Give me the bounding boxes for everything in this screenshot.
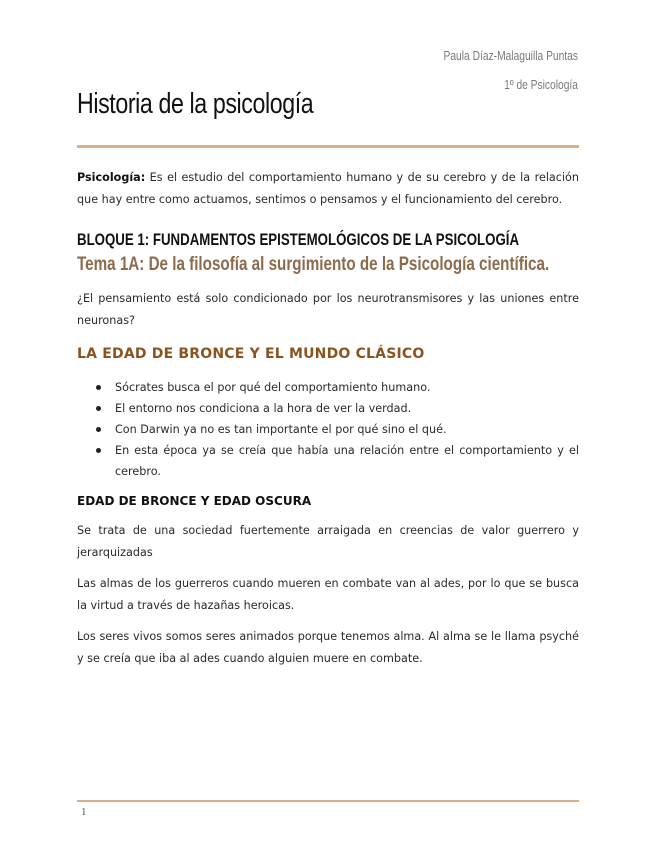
- footer-divider: [77, 800, 579, 802]
- title-divider: [77, 145, 579, 148]
- paragraph-1: Se trata de una sociedad fuertemente arraigada en creencias de valor guerrero y jerarquizadas: [77, 524, 579, 559]
- list-item: El entorno nos condiciona a la hora de ver la verdad.: [115, 398, 579, 419]
- definition-text: Es el estudio del comportamiento humano y de su cerebro y de la relación que hay entre como actuamos, sentimos o pensamos y el funcionamiento del cerebro.: [77, 171, 579, 206]
- question-paragraph: ¿El pensamiento está solo condicionado por los neurotransmisores y las uniones entre neuronas?: [77, 292, 579, 327]
- definition-paragraph: [77, 167, 579, 210]
- bullet-icon: [96, 448, 101, 453]
- list-item: Sócrates busca el por qué del comportamiento humano.: [115, 377, 579, 398]
- tema-heading: Tema 1A: De la filosofía al surgimiento de la Psicología científica.: [77, 253, 550, 275]
- sub-heading: EDAD DE BRONCE Y EDAD OSCURA: [77, 494, 312, 508]
- header-author: Paula Díaz-Malaguilla Puntas: [443, 49, 578, 63]
- paragraph-2: Las almas de los guerreros cuando mueren en combate van al ades, por lo que se busca la virtud a través de hazañas heroicas.: [77, 577, 579, 612]
- list-item: Con Darwin ya no es tan importante el por qué sino el qué.: [115, 419, 579, 440]
- list-item: En esta época ya se creía que había una relación entre el comportamiento y el cerebro.: [115, 440, 579, 482]
- section-heading: LA EDAD DE BRONCE Y EL MUNDO CLÁSICO: [77, 346, 425, 362]
- paragraph-3: Los seres vivos somos seres animados porque tenemos alma. Al alma se le llama psyché y se creía que iba al ades cuando alguien muere en combate.: [77, 630, 579, 665]
- bullet-icon: [96, 385, 101, 390]
- bullet-icon: [96, 406, 101, 411]
- bullet-list: [77, 377, 579, 482]
- bullet-icon: [96, 427, 101, 432]
- document-title: Historia de la psicología: [77, 88, 314, 120]
- block-heading: BLOQUE 1: FUNDAMENTOS EPISTEMOLÓGICOS DE LA PSICOLOGÍA: [77, 230, 520, 249]
- page-header: [444, 42, 578, 100]
- page-number: 1: [81, 806, 87, 818]
- header-course: 1º de Psicología: [504, 78, 578, 92]
- document-body: [77, 167, 579, 669]
- definition-term: Psicología:: [77, 171, 146, 184]
